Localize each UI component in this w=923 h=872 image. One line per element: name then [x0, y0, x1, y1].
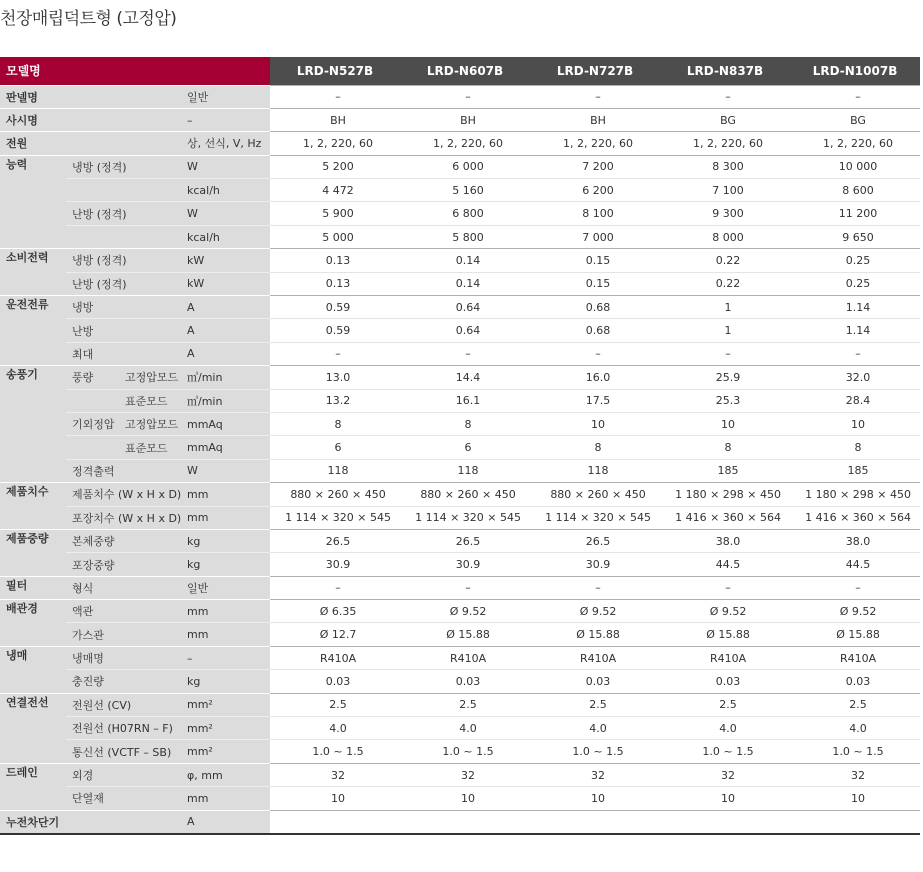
row-value: 1 180 × 298 × 450 [660, 483, 790, 506]
row-value: 38.0 [790, 529, 920, 552]
row-unit: mm² [181, 740, 270, 763]
row-value: 6 [270, 436, 400, 459]
row-unit: kcal/h [181, 225, 270, 248]
row-value: 0.68 [530, 296, 660, 319]
table-row [0, 670, 920, 693]
row-value: 1, 2, 220, 60 [270, 132, 400, 155]
row-mode: 표준모드 [119, 389, 181, 412]
row-value: 10 [790, 787, 920, 810]
table-row [0, 506, 920, 529]
row-value: 0.03 [530, 670, 660, 693]
table-row [0, 600, 920, 623]
row-unit: mmAq [181, 436, 270, 459]
row-value: 0.03 [790, 670, 920, 693]
row-value: 880 × 260 × 450 [400, 483, 530, 506]
row-value: 0.03 [400, 670, 530, 693]
row-value: – [660, 342, 790, 365]
row-value: Ø 6.35 [270, 600, 400, 623]
row-value: 1.0 ~ 1.5 [530, 740, 660, 763]
row-value: 1.14 [790, 296, 920, 319]
row-value: 8 [530, 436, 660, 459]
row-value: 4.0 [270, 717, 400, 740]
row-value: – [530, 85, 660, 108]
row-item: 전원선 (H07RN – F) [66, 717, 181, 740]
row-unit: mm [181, 483, 270, 506]
table-row [0, 155, 920, 178]
row-value: 1, 2, 220, 60 [400, 132, 530, 155]
row-value: 4.0 [530, 717, 660, 740]
row-unit: mm [181, 623, 270, 646]
table-row [0, 108, 920, 131]
row-value: 1.0 ~ 1.5 [660, 740, 790, 763]
row-value: 5 800 [400, 225, 530, 248]
row-value: – [400, 342, 530, 365]
row-category: 소비전력 [0, 249, 66, 296]
table-row [0, 319, 920, 342]
row-value: 32 [790, 763, 920, 786]
row-unit: kg [181, 553, 270, 576]
row-item: 풍량 [66, 366, 119, 389]
row-value: 10 [790, 412, 920, 435]
row-unit: mmAq [181, 412, 270, 435]
row-value: Ø 15.88 [400, 623, 530, 646]
table-row [0, 717, 920, 740]
row-item: 난방 (정격) [66, 202, 181, 225]
row-value: BH [270, 108, 400, 131]
row-category: 연결전선 [0, 693, 66, 763]
row-value: 8 [660, 436, 790, 459]
row-value: 6 [400, 436, 530, 459]
row-unit: A [181, 296, 270, 319]
row-value: 14.4 [400, 366, 530, 389]
row-value: 0.59 [270, 296, 400, 319]
row-unit: W [181, 155, 270, 178]
row-item [66, 179, 181, 202]
row-value: 17.5 [530, 389, 660, 412]
row-value: 2.5 [530, 693, 660, 716]
row-value: 2.5 [270, 693, 400, 716]
row-value: R410A [400, 646, 530, 669]
row-value: 8 [400, 412, 530, 435]
row-value: 6 000 [400, 155, 530, 178]
row-value: – [270, 576, 400, 599]
row-mode: 고정압모드 [119, 366, 181, 389]
row-value: 6 200 [530, 179, 660, 202]
row-value: Ø 9.52 [530, 600, 660, 623]
row-item: 냉매명 [66, 646, 181, 669]
row-value: 1 [660, 319, 790, 342]
row-value: 5 900 [270, 202, 400, 225]
row-value: 0.22 [660, 249, 790, 272]
row-value: 8 [790, 436, 920, 459]
row-value: R410A [660, 646, 790, 669]
row-value: 1.0 ~ 1.5 [790, 740, 920, 763]
table-row [0, 366, 920, 389]
model-header: LRD-N837B [660, 57, 790, 85]
row-value: BG [790, 108, 920, 131]
row-item: 외경 [66, 763, 181, 786]
row-value: 1, 2, 220, 60 [790, 132, 920, 155]
row-unit: W [181, 459, 270, 482]
row-value: 185 [660, 459, 790, 482]
row-value: BH [400, 108, 530, 131]
table-row [0, 483, 920, 506]
row-item [66, 436, 119, 459]
row-value: 9 300 [660, 202, 790, 225]
row-value: 4.0 [660, 717, 790, 740]
table-row [0, 179, 920, 202]
row-category: 드레인 [0, 763, 66, 810]
row-value: 32.0 [790, 366, 920, 389]
row-category: 운전전류 [0, 296, 66, 366]
row-value: 0.13 [270, 272, 400, 295]
model-header: LRD-N1007B [790, 57, 920, 85]
row-value: 13.0 [270, 366, 400, 389]
row-value: 25.9 [660, 366, 790, 389]
row-value: BH [530, 108, 660, 131]
row-value: 44.5 [660, 553, 790, 576]
row-category: 필터 [0, 576, 66, 599]
table-row [0, 85, 920, 108]
row-item: 가스관 [66, 623, 181, 646]
row-value: 10 [530, 412, 660, 435]
row-unit: φ, mm [181, 763, 270, 786]
row-value: – [530, 342, 660, 365]
row-value: 2.5 [400, 693, 530, 716]
row-value: 8 000 [660, 225, 790, 248]
row-item: 형식 [66, 576, 181, 599]
row-value: 880 × 260 × 450 [270, 483, 400, 506]
row-value: 5 200 [270, 155, 400, 178]
row-item: 기외정압 [66, 412, 119, 435]
row-value: 8 300 [660, 155, 790, 178]
row-item: 통신선 (VCTF – SB) [66, 740, 181, 763]
row-unit: 일반 [181, 576, 270, 599]
row-item: 냉방 (정격) [66, 155, 181, 178]
row-value: 7 200 [530, 155, 660, 178]
row-value: BG [660, 108, 790, 131]
row-value: 0.25 [790, 249, 920, 272]
row-value: 9 650 [790, 225, 920, 248]
row-value: 2.5 [660, 693, 790, 716]
row-value: R410A [790, 646, 920, 669]
table-row [0, 459, 920, 482]
row-value: 26.5 [400, 529, 530, 552]
model-name-header: 모델명 [0, 57, 270, 85]
row-unit: – [181, 108, 270, 131]
row-value: 1.0 ~ 1.5 [400, 740, 530, 763]
row-unit: mm² [181, 717, 270, 740]
row-value: 30.9 [400, 553, 530, 576]
row-value: Ø 15.88 [530, 623, 660, 646]
row-value: 1 114 × 320 × 545 [270, 506, 400, 529]
row-mode: 표준모드 [119, 436, 181, 459]
table-row [0, 787, 920, 810]
row-unit: mm [181, 506, 270, 529]
row-value: 8 100 [530, 202, 660, 225]
row-value: 38.0 [660, 529, 790, 552]
row-value: – [400, 576, 530, 599]
row-value: 8 [270, 412, 400, 435]
row-value: 1 114 × 320 × 545 [530, 506, 660, 529]
row-value: 32 [660, 763, 790, 786]
row-unit: W [181, 202, 270, 225]
row-value: 44.5 [790, 553, 920, 576]
row-value: 10 [660, 787, 790, 810]
row-item: 난방 (정격) [66, 272, 181, 295]
table-row [0, 296, 920, 319]
row-item: 충진량 [66, 670, 181, 693]
row-value: 10 [530, 787, 660, 810]
row-mode: 고정압모드 [119, 412, 181, 435]
row-unit: kW [181, 272, 270, 295]
row-item: 제품치수 (W x H x D) [66, 483, 181, 506]
row-unit: kg [181, 670, 270, 693]
row-category: 능력 [0, 155, 66, 249]
row-value: 1, 2, 220, 60 [530, 132, 660, 155]
row-unit: kW [181, 249, 270, 272]
row-unit: mm [181, 600, 270, 623]
table-row [0, 342, 920, 365]
table-row [0, 249, 920, 272]
row-value: 1, 2, 220, 60 [660, 132, 790, 155]
row-value: 1.0 ~ 1.5 [270, 740, 400, 763]
row-value: Ø 15.88 [790, 623, 920, 646]
row-value: 32 [270, 763, 400, 786]
row-value: 1 180 × 298 × 450 [790, 483, 920, 506]
row-item: 난방 [66, 319, 181, 342]
table-row [0, 202, 920, 225]
row-value: 0.03 [270, 670, 400, 693]
row-item: 포장치수 (W x H x D) [66, 506, 181, 529]
row-value: 11 200 [790, 202, 920, 225]
row-value: 28.4 [790, 389, 920, 412]
row-value: – [790, 576, 920, 599]
table-row [0, 693, 920, 716]
row-value: 8 600 [790, 179, 920, 202]
row-category: 사시명 [0, 108, 181, 131]
row-unit: kcal/h [181, 179, 270, 202]
model-header: LRD-N527B [270, 57, 400, 85]
row-item: 최대 [66, 342, 181, 365]
row-unit: kg [181, 529, 270, 552]
table-row [0, 810, 920, 833]
row-value: 0.14 [400, 272, 530, 295]
row-category: 누전차단기 [0, 810, 181, 833]
row-value: 13.2 [270, 389, 400, 412]
table-row [0, 646, 920, 669]
row-value: Ø 9.52 [790, 600, 920, 623]
row-unit: A [181, 319, 270, 342]
row-value: 0.64 [400, 319, 530, 342]
page-title: 천장매립덕트형 (고정압) [0, 9, 177, 29]
row-value: – [790, 85, 920, 108]
table-row [0, 225, 920, 248]
row-item [66, 225, 181, 248]
row-value: 0.64 [400, 296, 530, 319]
row-item [66, 389, 119, 412]
row-value: 185 [790, 459, 920, 482]
row-value: – [660, 85, 790, 108]
row-value: 1.14 [790, 319, 920, 342]
row-unit: mm [181, 787, 270, 810]
row-value: 1 416 × 360 × 564 [660, 506, 790, 529]
row-item: 정격출력 [66, 459, 181, 482]
row-value: 0.14 [400, 249, 530, 272]
row-value: 0.15 [530, 249, 660, 272]
row-value-empty [270, 810, 920, 833]
row-value: Ø 15.88 [660, 623, 790, 646]
row-value: 1 114 × 320 × 545 [400, 506, 530, 529]
row-value: 1 416 × 360 × 564 [790, 506, 920, 529]
table-row [0, 272, 920, 295]
row-value: 32 [400, 763, 530, 786]
row-value: 0.22 [660, 272, 790, 295]
row-value: 118 [270, 459, 400, 482]
row-value: Ø 12.7 [270, 623, 400, 646]
row-unit: A [181, 342, 270, 365]
row-category: 제품중량 [0, 529, 66, 576]
row-value: 4 472 [270, 179, 400, 202]
row-value: – [270, 342, 400, 365]
row-value: 1 [660, 296, 790, 319]
row-category: 판넬명 [0, 85, 181, 108]
row-value: 0.13 [270, 249, 400, 272]
table-header-row [0, 57, 920, 85]
row-value: – [400, 85, 530, 108]
row-unit: – [181, 646, 270, 669]
row-value: R410A [530, 646, 660, 669]
spec-table [0, 57, 920, 835]
row-value: 10 [270, 787, 400, 810]
row-value: 0.03 [660, 670, 790, 693]
row-value: 25.3 [660, 389, 790, 412]
row-value: 880 × 260 × 450 [530, 483, 660, 506]
row-value: 16.0 [530, 366, 660, 389]
row-value: – [790, 342, 920, 365]
row-item: 전원선 (CV) [66, 693, 181, 716]
row-value: 118 [530, 459, 660, 482]
table-row [0, 132, 920, 155]
row-unit: A [181, 810, 270, 833]
row-value: 7 100 [660, 179, 790, 202]
row-value: Ø 9.52 [400, 600, 530, 623]
row-value: 0.68 [530, 319, 660, 342]
model-header: LRD-N607B [400, 57, 530, 85]
row-value: 0.59 [270, 319, 400, 342]
table-row [0, 740, 920, 763]
row-unit: ㎥/min [181, 389, 270, 412]
row-value: 30.9 [530, 553, 660, 576]
row-item: 포장중량 [66, 553, 181, 576]
table-row [0, 436, 920, 459]
row-value: – [270, 85, 400, 108]
row-item: 냉방 [66, 296, 181, 319]
row-value: – [660, 576, 790, 599]
row-value: 26.5 [270, 529, 400, 552]
row-unit: mm² [181, 693, 270, 716]
row-category: 송풍기 [0, 366, 66, 483]
row-value: R410A [270, 646, 400, 669]
row-value: 5 160 [400, 179, 530, 202]
table-row [0, 529, 920, 552]
row-value: 7 000 [530, 225, 660, 248]
row-value: 0.25 [790, 272, 920, 295]
row-category: 배관경 [0, 600, 66, 647]
row-value: 5 000 [270, 225, 400, 248]
row-item: 본체중량 [66, 529, 181, 552]
row-unit: 일반 [181, 85, 270, 108]
row-value: 4.0 [400, 717, 530, 740]
table-row [0, 623, 920, 646]
row-value: 0.15 [530, 272, 660, 295]
row-unit: 상, 선식, V, Hz [181, 132, 270, 155]
table-row [0, 553, 920, 576]
row-value: 30.9 [270, 553, 400, 576]
row-value: – [530, 576, 660, 599]
table-row [0, 412, 920, 435]
row-item: 액관 [66, 600, 181, 623]
row-unit: ㎥/min [181, 366, 270, 389]
row-value: 2.5 [790, 693, 920, 716]
table-row [0, 576, 920, 599]
row-value: 10 [400, 787, 530, 810]
row-value: 16.1 [400, 389, 530, 412]
row-category: 제품치수 [0, 483, 66, 530]
row-value: 32 [530, 763, 660, 786]
row-value: 10 000 [790, 155, 920, 178]
row-category: 냉매 [0, 646, 66, 693]
row-value: 118 [400, 459, 530, 482]
row-value: 4.0 [790, 717, 920, 740]
row-value: 6 800 [400, 202, 530, 225]
row-value: Ø 9.52 [660, 600, 790, 623]
row-category: 전원 [0, 132, 181, 155]
row-item: 냉방 (정격) [66, 249, 181, 272]
table-row [0, 763, 920, 786]
table-row [0, 389, 920, 412]
row-item: 단열재 [66, 787, 181, 810]
model-header: LRD-N727B [530, 57, 660, 85]
row-value: 10 [660, 412, 790, 435]
row-value: 26.5 [530, 529, 660, 552]
